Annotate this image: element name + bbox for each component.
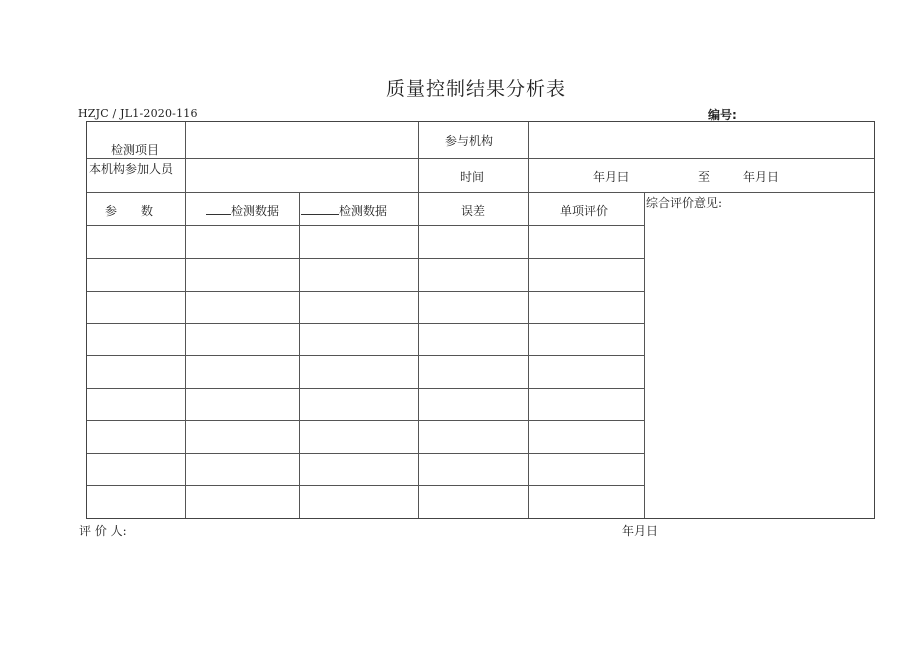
param-header: 参 数 [105,204,154,218]
row-divider [87,291,644,292]
evaluator-label: 评 价 人: [79,524,127,538]
error-header: 误差 [461,204,486,218]
item-label: 检测项目 [111,143,160,157]
blank-underline [206,203,231,215]
single-eval-header: 单项评价 [560,204,609,218]
row-divider [87,225,644,226]
serial-number-label: 编号: [708,108,737,122]
data2-label: 检测数据 [339,204,388,218]
column-divider [644,192,645,518]
row-divider [87,355,644,356]
org-label: 参与机构 [445,134,494,148]
footer-date-label: 年月日 [622,524,659,538]
row-divider [87,192,874,193]
staff-label: 本机构参加人员 [89,162,174,176]
row-divider [87,388,644,389]
column-divider [418,122,419,518]
analysis-form-table [86,121,875,519]
data2-header [301,202,387,219]
row-divider [87,158,874,159]
data1-label: 检测数据 [231,204,280,218]
row-divider [87,420,644,421]
column-divider [299,192,300,518]
page-title: 质量控制结果分析表 [385,78,566,100]
to-label: 至 [698,170,711,184]
overall-eval-label: 综合评价意见: [646,196,723,210]
data1-header [206,202,279,219]
blank-underline [301,203,339,215]
date-to: 年月日 [743,170,780,184]
time-label: 时间 [460,170,485,184]
row-divider [87,258,644,259]
row-divider [87,453,644,454]
document-code: HZJC / JL1-2020-116 [78,107,198,120]
column-divider [185,122,186,518]
row-divider [87,485,644,486]
date-from: 年月曰 [593,170,630,184]
row-divider [87,323,644,324]
column-divider [528,122,529,518]
